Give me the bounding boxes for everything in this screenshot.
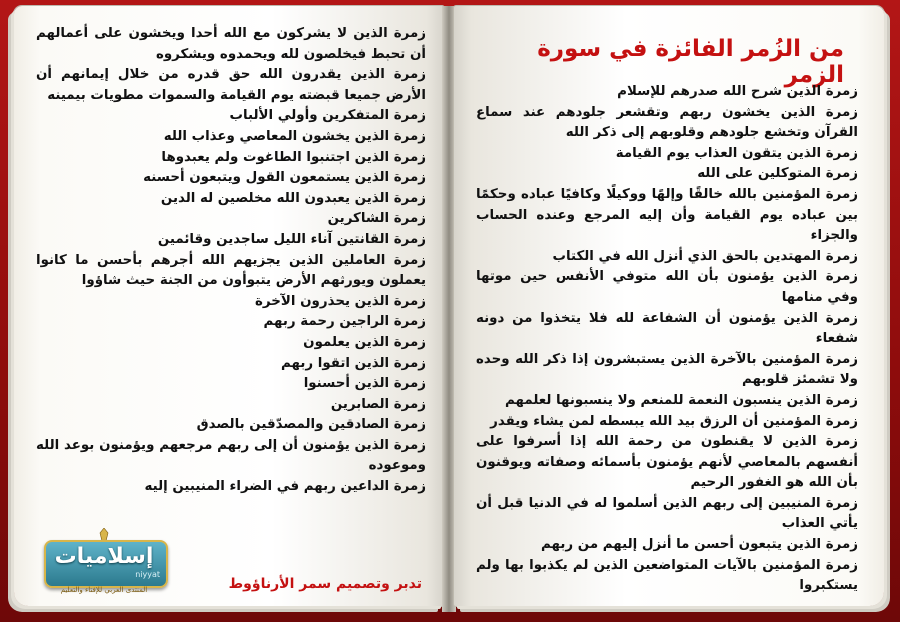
list-item: زمرة المهتدين بالحق الذي أنزل الله في الكتاب xyxy=(552,248,858,264)
list-item: زمرة المؤمنين بالآيات المتواضعين الذين لم يكذبوا بها ولم يستكبروا xyxy=(476,557,858,594)
list-item: زمرة الصابرين xyxy=(330,396,426,412)
list-item: زمرة الذين يخشون ربهم وتقشعر جلودهم عند سماع القرآن وتخشع جلودهم وقلوبهم إلى ذكر الله xyxy=(476,104,858,141)
left-page-text xyxy=(36,24,426,498)
list-item: زمرة الذين يؤمنون أن الشفاعة لله فلا يتخذوا من دونه شفعاء xyxy=(476,310,858,347)
list-item: زمرة الذين يؤمنون بأن الله متوفي الأنفس حين موتها وفي منامها xyxy=(476,269,858,305)
right-page-text xyxy=(476,82,858,597)
list-item: زمرة المتوكلين على الله xyxy=(697,166,858,182)
list-item: زمرة الذين يحذرون الآخرة xyxy=(255,293,426,309)
list-item: زمرة الذين يعلمون xyxy=(303,334,426,350)
right-page xyxy=(454,6,884,606)
list-item: زمرة الذين اتقوا ربهم xyxy=(281,355,426,371)
list-item: زمرة الذين لا يقنطون من رحمة الله إذا أسرفوا على أنفسهم بالمعاصي لأنهم يؤمنون بأسمائه وصفاته ويوقنون بأن الله هو الغفور الرحيم xyxy=(476,434,858,491)
list-item: زمرة المؤمنين بالآخرة الذين يستبشرون إذا ذكر الله وحده ولا تشمئز قلوبهم xyxy=(476,351,858,388)
list-item: زمرة القانتين آناء الليل ساجدين وقائمين xyxy=(157,231,426,247)
list-item: زمرة الذين يتبعون أحسن ما أنزل إليهم من ربهم xyxy=(541,537,858,553)
list-item: زمرة العاملين الذين يجزيهم الله أجرهم بأحسن ما كانوا يعملون ويورثهم الأرض يتبوأون من الجنة حيث شاؤوا xyxy=(36,252,426,289)
logo-footer: المنتدى العربي للإفتاء والتعليم xyxy=(60,586,148,594)
list-item: زمرة المنيبين إلى ربهم الذين أسلموا له في الدنيا قبل أن يأتي العذاب xyxy=(476,495,858,532)
logo-name: إسلاميات xyxy=(54,544,154,569)
list-item: زمرة الشاكرين xyxy=(327,211,426,227)
list-item: زمرة الذين يؤمنون أن إلى ربهم مرجعهم ويؤمنون بوعد الله وموعوده xyxy=(36,437,426,474)
designer-credit: تدبر وتصميم سمر الأرناؤوط xyxy=(228,576,422,592)
list-item: زمرة الصادقين والمصدّقين بالصدق xyxy=(196,417,426,433)
site-logo xyxy=(34,528,174,596)
open-book xyxy=(14,6,884,612)
list-item: زمرة الذين اجتنبوا الطاغوت ولم يعبدوها xyxy=(161,149,426,165)
list-item: زمرة الذين يتقون العذاب يوم القيامة xyxy=(615,145,858,161)
list-item: زمرة الذين يعبدون الله مخلصين له الدين xyxy=(160,190,426,206)
list-item: زمرة الذين لا يشركون مع الله أحدا ويخشون على أعمالهم أن تحبط فيخلصون لله ويحمدوه ويشكروه xyxy=(36,26,426,62)
list-item: زمرة الذين أحسنوا xyxy=(303,376,426,392)
list-item: زمرة الداعين ربهم في الضراء المنيبين إليه xyxy=(144,479,426,495)
list-item: زمرة المؤمنين بالله خالقًا وإلهًا ووكيلًا وكافيًا عباده وحكمًا بين عباده يوم القيامة وأن إليه المرجع وعنده الحساب والجزاء xyxy=(476,186,858,244)
list-item: زمرة الذين يخشون المعاصي وعذاب الله xyxy=(163,128,426,144)
list-item: زمرة الذين يقدرون الله حق قدره من خلال إيمانهم أن الأرض جميعا قبضته يوم القيامة والسموات مطويات بيمينه xyxy=(36,67,426,103)
list-item: زمرة الراجين رحمة ربهم xyxy=(263,314,426,330)
list-item: زمرة الذين شرح الله صدرهم للإسلام xyxy=(617,84,858,99)
list-item: زمرة المؤمنين أن الرزق بيد الله يبسطه لمن يشاء ويقدر xyxy=(490,413,858,429)
list-item: زمرة الذين ينسبون النعمة للمنعم ولا ينسبونها لعلمهم xyxy=(505,392,858,408)
logo-subtitle: niyyat xyxy=(135,570,160,579)
list-item: زمرة الذين يستمعون القول ويتبعون أحسنه xyxy=(143,170,426,186)
page-title: من الزُمر الفائزة في سورة الزمر xyxy=(537,36,844,88)
left-page xyxy=(14,6,444,606)
list-item: زمرة المتفكرين وأولي الألباب xyxy=(229,108,426,124)
